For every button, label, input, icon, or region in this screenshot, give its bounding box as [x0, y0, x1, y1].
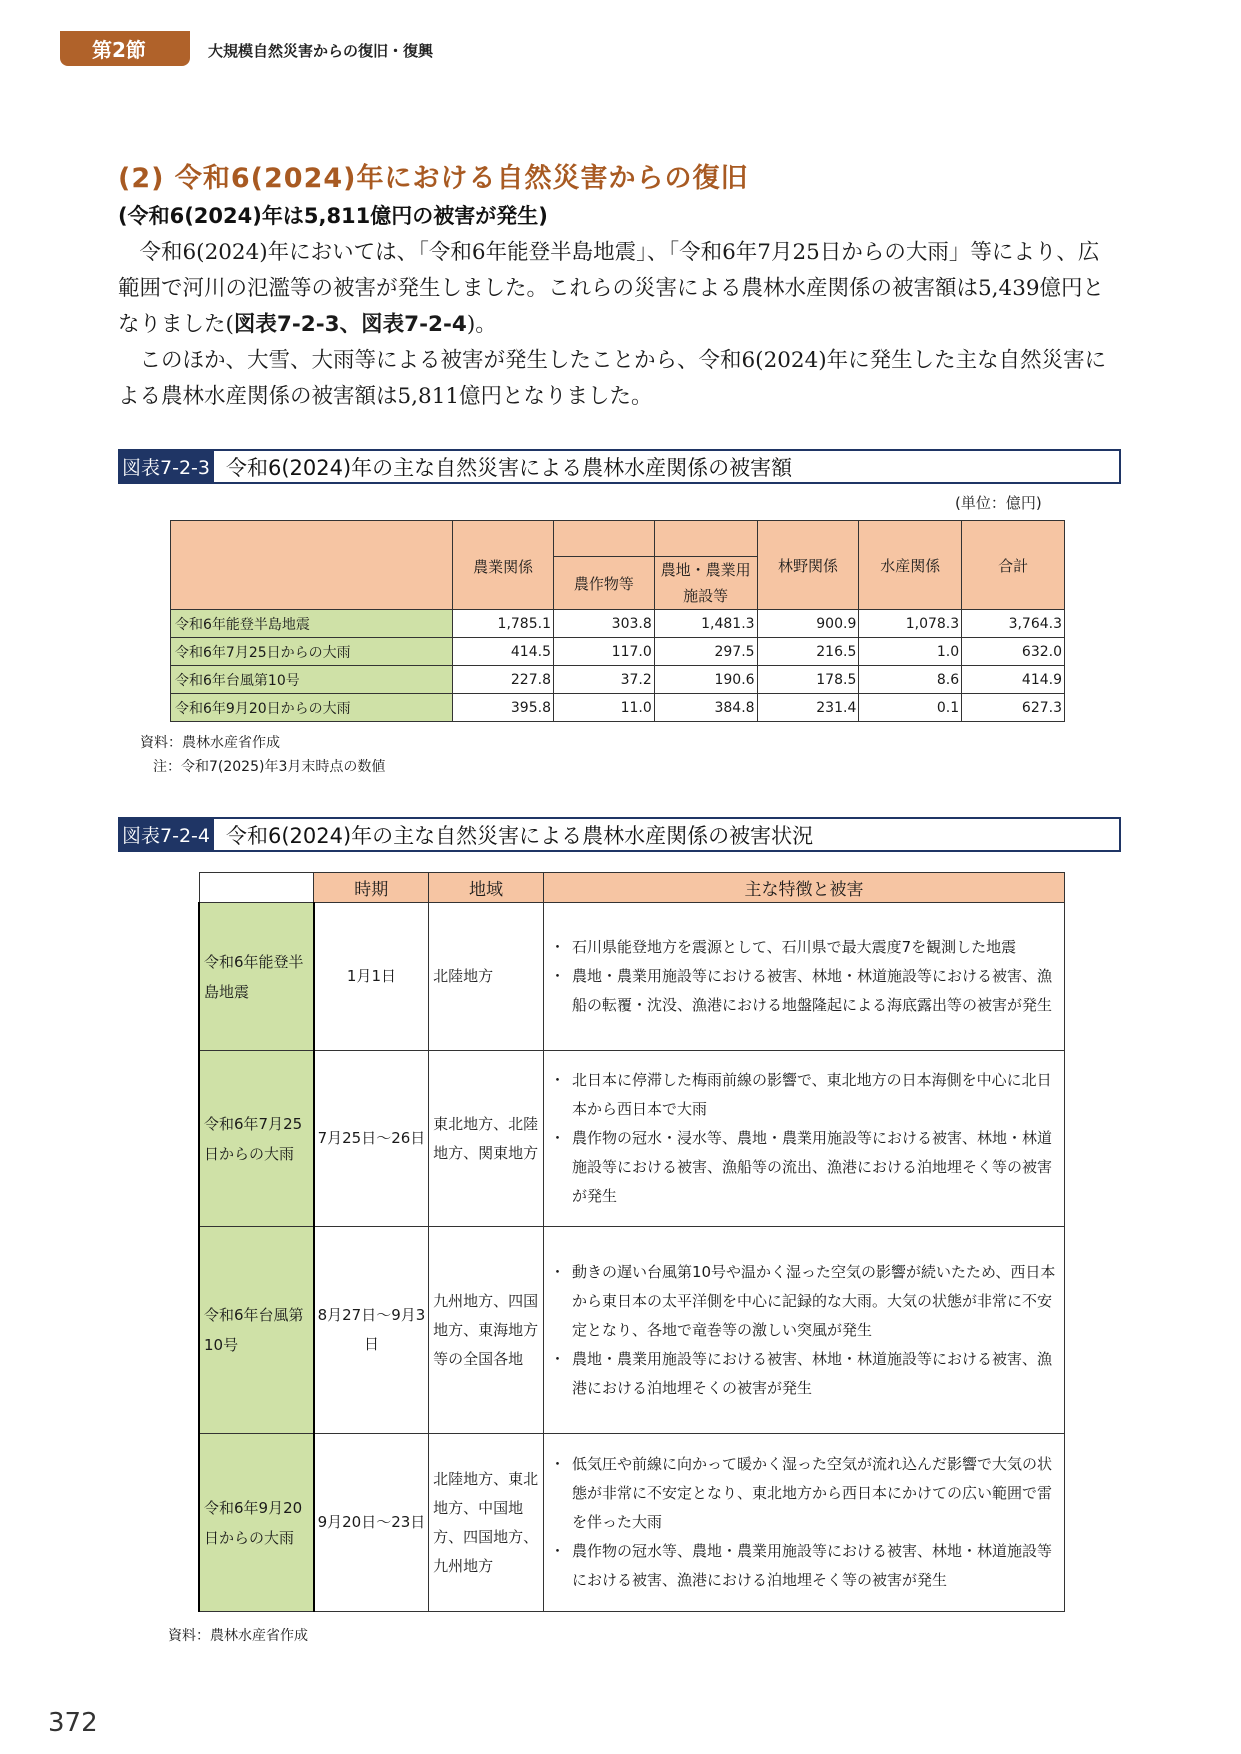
- figure-number: 図表7-2-3: [120, 451, 214, 482]
- header-agri-sub-blank-2: [654, 521, 757, 557]
- body-text: [118, 235, 1118, 415]
- features-cell: [543, 903, 1064, 1051]
- damage-amount-table: [170, 520, 1065, 722]
- header-agri-sub-blank: [553, 521, 654, 557]
- row-label: 令和6年台風第10号: [171, 666, 453, 694]
- table-row: [199, 1434, 1065, 1612]
- row-label: 令和6年能登半島地震: [171, 610, 453, 638]
- header-region: 地域: [429, 873, 544, 903]
- cell-agri: 395.8: [453, 694, 554, 722]
- table-row: [171, 610, 1065, 638]
- figure-title: 令和6(2024)年の主な自然災害による農林水産関係の被害額: [225, 455, 793, 480]
- region-cell: 九州地方、四国地方、東海地方等の全国各地: [429, 1227, 544, 1434]
- cell-forestry: 900.9: [757, 610, 859, 638]
- feature-item: ・ 低気圧や前線に向かって暖かく湿った空気が流れ込んだ影響で大気の状態が非常に不安定となり、東北地方から西日本にかけての広い範囲で雷を伴った大雨: [550, 1450, 1060, 1537]
- feature-item: ・ 農作物の冠水等、農地・農業用施設等における被害、林地・林道施設等における被害、漁港における泊地埋そく等の被害が発生: [550, 1537, 1060, 1595]
- table-row: [199, 1227, 1065, 1434]
- feature-item: ・ 動きの遅い台風第10号や温かく湿った空気の影響が続いたため、西日本から東日本の太平洋側を中心に記録的な大雨。大気の状態が非常に不安定となり、各地で竜巻等の激しい突風が発生: [550, 1258, 1060, 1345]
- cell-fisheries: 0.1: [859, 694, 962, 722]
- header-fisheries: 水産関係: [859, 521, 962, 610]
- cell-facilities: 1,481.3: [654, 610, 757, 638]
- header-period: 時期: [314, 873, 429, 903]
- header-blank: [199, 873, 314, 903]
- cell-crops: 11.0: [553, 694, 654, 722]
- feature-item: ・ 農地・農業用施設等における被害、林地・林道施設等における被害、漁船の転覆・沈没、漁港における地盤隆起による海底露出等の被害が発生: [550, 962, 1060, 1020]
- paragraph-1-end: )。: [466, 312, 497, 337]
- row-label: 令和6年7月25日からの大雨: [171, 638, 453, 666]
- figure-caption-7-2-4: [118, 817, 1121, 852]
- page-number: 372: [48, 1708, 98, 1738]
- cell-facilities: 190.6: [654, 666, 757, 694]
- cell-crops: 303.8: [553, 610, 654, 638]
- feature-item: ・ 石川県能登地方を震源として、石川県で最大震度7を観測した地震: [550, 933, 1060, 962]
- period-cell: 7月25日～26日: [314, 1051, 429, 1227]
- feature-item: ・ 北日本に停滞した梅雨前線の影響で、東北地方の日本海側を中心に北日本から西日本で大雨: [550, 1066, 1060, 1124]
- cell-forestry: 178.5: [757, 666, 859, 694]
- header-crops: 農作物等: [553, 557, 654, 610]
- table-row: [171, 638, 1065, 666]
- cell-total: 627.3: [962, 694, 1065, 722]
- paragraph-1-text: 令和6(2024)年においては、「令和6年能登半島地震」、「令和6年7月25日からの大雨」等により、広範囲で河川の氾濫等の被害が発生しました。これらの災害による農林水産関係の被害額は5,439億円となりました(: [118, 240, 1105, 337]
- region-cell: 北陸地方: [429, 903, 544, 1051]
- event-label: 令和6年能登半島地震: [199, 903, 314, 1051]
- cell-agri: 414.5: [453, 638, 554, 666]
- source-note: 資料：農林水産省作成: [168, 1628, 308, 1644]
- cell-fisheries: 8.6: [859, 666, 962, 694]
- table-row: [199, 903, 1065, 1051]
- region-cell: 北陸地方、東北地方、中国地方、四国地方、九州地方: [429, 1434, 544, 1612]
- paragraph-1: [118, 235, 1118, 343]
- cell-total: 414.9: [962, 666, 1065, 694]
- section-tab-label: 第2節: [92, 38, 146, 62]
- cell-fisheries: 1.0: [859, 638, 962, 666]
- table-row: [171, 666, 1065, 694]
- footnote: 注：令和7(2025)年3月末時点の数値: [153, 759, 386, 775]
- header-forestry: 林野関係: [757, 521, 859, 610]
- event-label: 令和6年台風第10号: [199, 1227, 314, 1434]
- table-notes: [140, 731, 385, 779]
- figure-title: 令和6(2024)年の主な自然災害による農林水産関係の被害状況: [225, 823, 814, 848]
- period-cell: 1月1日: [314, 903, 429, 1051]
- cell-facilities: 384.8: [654, 694, 757, 722]
- cell-forestry: 216.5: [757, 638, 859, 666]
- section-tab: [60, 31, 190, 66]
- section-title: (2) 令和6(2024)年における自然災害からの復旧: [118, 163, 749, 194]
- period-cell: 8月27日～9月3日: [314, 1227, 429, 1434]
- feature-item: ・ 農地・農業用施設等における被害、林地・林道施設等における被害、漁港における泊地埋そくの被害が発生: [550, 1345, 1060, 1403]
- header-agri: 農業関係: [453, 521, 554, 610]
- table-row: [171, 694, 1065, 722]
- cell-crops: 117.0: [553, 638, 654, 666]
- unit-label: (単位：億円): [955, 494, 1042, 512]
- source-note: 資料：農林水産省作成: [140, 735, 280, 751]
- header-blank: [171, 521, 453, 610]
- period-cell: 9月20日～23日: [314, 1434, 429, 1612]
- row-label: 令和6年9月20日からの大雨: [171, 694, 453, 722]
- header-facilities: 農地・農業用施設等: [654, 557, 757, 610]
- cell-total: 632.0: [962, 638, 1065, 666]
- cell-crops: 37.2: [553, 666, 654, 694]
- features-cell: [543, 1227, 1064, 1434]
- feature-item: ・ 農作物の冠水・浸水等、農地・農業用施設等における被害、林地・林道施設等における被害、漁船等の流出、漁港における泊地埋そく等の被害が発生: [550, 1124, 1060, 1211]
- subheading: (令和6(2024)年は5,811億円の被害が発生): [118, 204, 548, 228]
- event-label: 令和6年7月25日からの大雨: [199, 1051, 314, 1227]
- running-header-title: 大規模自然災害からの復旧・復興: [208, 42, 434, 60]
- event-label: 令和6年9月20日からの大雨: [199, 1434, 314, 1612]
- header-features: 主な特徴と被害: [543, 873, 1064, 903]
- damage-situation-table: [198, 872, 1065, 1612]
- figure-reference: 図表7-2-3、図表7-2-4: [233, 312, 467, 337]
- features-cell: [543, 1051, 1064, 1227]
- cell-facilities: 297.5: [654, 638, 757, 666]
- cell-agri: 1,785.1: [453, 610, 554, 638]
- paragraph-2: このほか、大雪、大雨等による被害が発生したことから、令和6(2024)年に発生した主な自然災害による農林水産関係の被害額は5,811億円となりました。: [118, 348, 1107, 409]
- table-row: [199, 1051, 1065, 1227]
- region-cell: 東北地方、北陸地方、関東地方: [429, 1051, 544, 1227]
- cell-fisheries: 1,078.3: [859, 610, 962, 638]
- figure-number: 図表7-2-4: [120, 819, 214, 850]
- header-total: 合計: [962, 521, 1065, 610]
- features-cell: [543, 1434, 1064, 1612]
- cell-forestry: 231.4: [757, 694, 859, 722]
- figure-caption-7-2-3: [118, 449, 1121, 484]
- cell-total: 3,764.3: [962, 610, 1065, 638]
- cell-agri: 227.8: [453, 666, 554, 694]
